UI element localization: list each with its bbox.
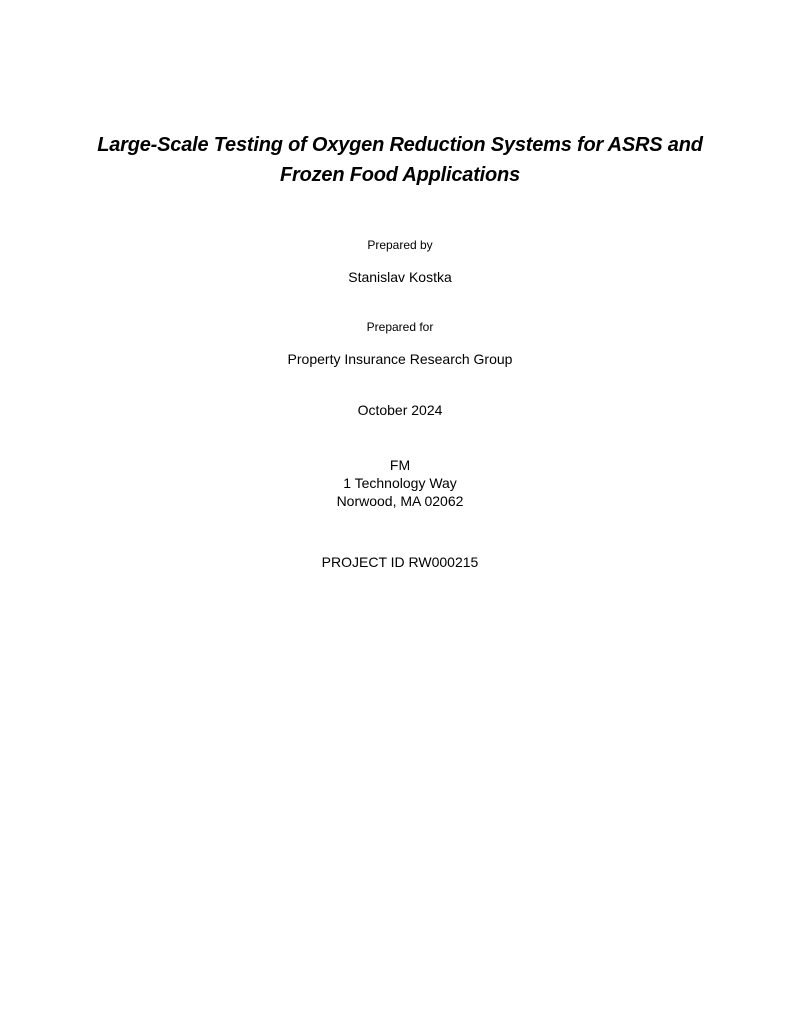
document-title-line-1: Large-Scale Testing of Oxygen Reduction Systems for ASRS and [97, 134, 703, 156]
address-street: 1 Technology Way [343, 475, 457, 491]
client-name: Property Insurance Research Group [287, 351, 513, 367]
document-date: October 2024 [357, 402, 443, 418]
author-name: Stanislav Kostka [348, 269, 452, 285]
address-organization: FM [389, 457, 411, 473]
address-block [0, 456, 800, 510]
prepared-for-label: Prepared for [366, 320, 434, 334]
document-title [0, 130, 800, 190]
prepared-by-label: Prepared by [367, 238, 433, 252]
document-title-line-2: Frozen Food Applications [279, 164, 520, 186]
address-city: Norwood, MA 02062 [336, 493, 464, 509]
project-id: PROJECT ID RW000215 [321, 554, 479, 570]
